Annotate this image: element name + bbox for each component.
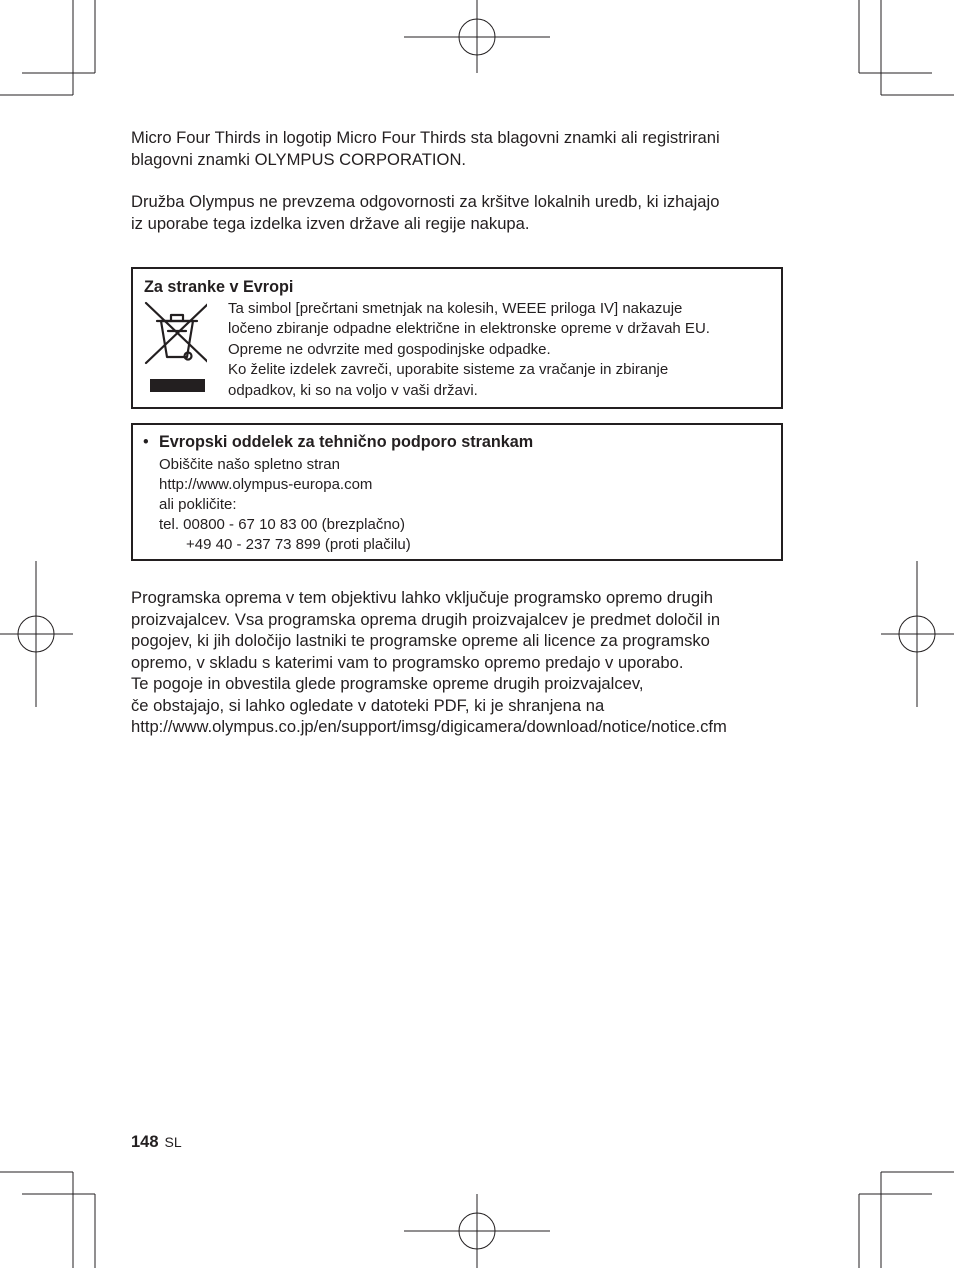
notice-url-link[interactable]: http://www.olympus.co.jp/en/support/imsg/digicamera/download/notice/notice.cfm bbox=[131, 717, 727, 736]
support-title: Evropski oddelek za tehnično podporo strankam bbox=[159, 433, 534, 451]
disclaimer-paragraph: Družba Olympus ne prevzema odgovornosti za kršitve lokalnih uredb, ki izhajajo iz uporabe tega izdelka izven države ali regije nakupa. bbox=[131, 192, 720, 233]
weee-notice-box bbox=[131, 267, 783, 409]
support-heading bbox=[143, 433, 533, 452]
toll-free-phone: tel. 00800 - 67 10 83 00 (brezplačno) bbox=[159, 516, 405, 533]
paid-phone: +49 40 - 237 73 899 (proti plačilu) bbox=[186, 536, 411, 553]
support-contact-box bbox=[131, 423, 783, 561]
software-paragraph: Programska oprema v tem objektivu lahko vključuje programsko opremo drugih proizvajalcev. Vsa programska oprema drugih proizvajalcev je predmet določil in pogojev, ki jih določijo lastniki te programske opreme ali licence za programsko opremo, v skladu s katerimi vam to programsko opremo predajo v uporabo. Te pogoje in obvestila glede programske opreme drugih proizvajalcev, če obstajajo, si lahko ogledate v datoteki PDF, ki je shranjena na http://www.olympus.co.jp/en/support/imsg/digicamera/download/notice/notice.cfm bbox=[131, 588, 727, 736]
weee-box-text: Ta simbol [prečrtani smetnjak na kolesih, WEEE priloga IV] nakazuje ločeno zbiranje odpadne električne in elektronske opreme v državah EU. Opreme ne odvrzite med gospodinjske odpadke. Ko želite izdelek zavreči, uporabite sisteme za vračanje in zbiranje odpadkov, ki so na voljo v vaši državi. bbox=[228, 300, 710, 399]
trademark-paragraph: Micro Four Thirds in logotip Micro Four Thirds sta blagovni znamki ali registrirani blagovni znamki OLYMPUS CORPORATION. bbox=[131, 128, 720, 169]
page-number: 148 bbox=[131, 1133, 159, 1151]
crossed-out-wheelie-bin-icon bbox=[143, 299, 207, 395]
support-contact-details: Obiščite našo spletno stran http://www.olympus-europa.com ali pokličite: tel. 00800 - 67 10 83 00 (brezplačno) +49 40 - 237 73 899 (proti plačilu) bbox=[159, 456, 411, 553]
page-footer bbox=[131, 1133, 182, 1152]
support-website-link[interactable]: http://www.olympus-europa.com bbox=[159, 476, 373, 493]
language-code: SL bbox=[164, 1134, 182, 1150]
weee-box-title: Za stranke v Evropi bbox=[144, 278, 294, 296]
bullet-icon: • bbox=[143, 433, 149, 451]
